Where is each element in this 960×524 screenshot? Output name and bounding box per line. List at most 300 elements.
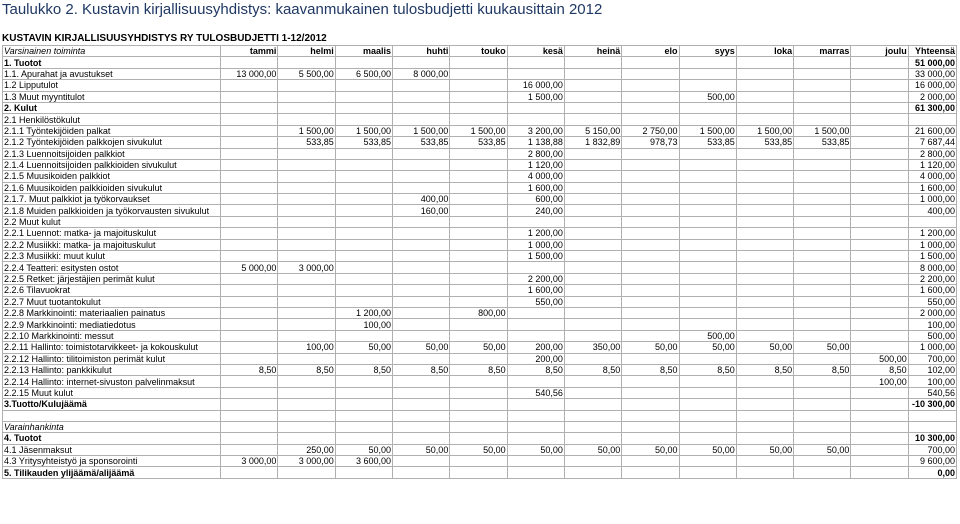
table-row xyxy=(3,456,957,467)
row-label: 2.2.5 Retket: järjestäjien perimät kulut xyxy=(3,273,221,284)
table-cell xyxy=(794,296,851,307)
table-cell: 4 000,00 xyxy=(507,171,564,182)
table-cell: 240,00 xyxy=(507,205,564,216)
table-cell xyxy=(450,148,507,159)
table-cell xyxy=(794,456,851,467)
row-label: 2.2.13 Hallinto: pankkikulut xyxy=(3,364,221,375)
table-cell xyxy=(278,228,335,239)
table-cell xyxy=(679,456,736,467)
table-cell: 2 750,00 xyxy=(622,125,679,136)
table-cell xyxy=(736,102,793,113)
table-cell xyxy=(679,353,736,364)
row-label: 2.2 Muut kulut xyxy=(3,216,221,227)
row-label: 2.2.9 Markkinointi: mediatiedotus xyxy=(3,319,221,330)
table-cell xyxy=(221,342,278,353)
table-cell xyxy=(564,273,621,284)
table-cell: 50,00 xyxy=(507,444,564,455)
row-label: 1. Tuotot xyxy=(3,57,221,68)
table-cell: 1 200,00 xyxy=(908,228,956,239)
table-cell xyxy=(736,273,793,284)
table-cell: 1 120,00 xyxy=(908,159,956,170)
table-cell xyxy=(221,353,278,364)
table-cell xyxy=(851,467,908,478)
table-cell xyxy=(622,159,679,170)
table-cell xyxy=(794,273,851,284)
table-cell xyxy=(278,273,335,284)
table-cell xyxy=(450,330,507,341)
table-cell: 1 000,00 xyxy=(908,342,956,353)
table-cell xyxy=(794,262,851,273)
table-cell xyxy=(221,102,278,113)
table-row xyxy=(3,205,957,216)
table-cell xyxy=(794,421,851,432)
table-cell xyxy=(564,159,621,170)
table-cell xyxy=(278,114,335,125)
table-cell xyxy=(507,57,564,68)
table-cell xyxy=(851,137,908,148)
table-cell xyxy=(736,399,793,410)
table-cell xyxy=(393,182,450,193)
row-label: 2.1.3 Luennoitsijoiden palkkiot xyxy=(3,148,221,159)
row-label: 2.1 Henkilöstökulut xyxy=(3,114,221,125)
table-cell: 550,00 xyxy=(908,296,956,307)
table-cell xyxy=(335,57,392,68)
table-cell: 1 600,00 xyxy=(507,285,564,296)
table-cell xyxy=(622,68,679,79)
table-cell: 100,00 xyxy=(908,376,956,387)
table-cell xyxy=(622,410,679,421)
table-cell xyxy=(564,239,621,250)
table-cell: 3 200,00 xyxy=(507,125,564,136)
table-cell: 8,50 xyxy=(851,364,908,375)
table-cell xyxy=(851,296,908,307)
table-cell xyxy=(622,102,679,113)
table-cell xyxy=(393,376,450,387)
table-cell xyxy=(221,148,278,159)
table-cell: 400,00 xyxy=(393,194,450,205)
table-cell xyxy=(507,262,564,273)
table-cell xyxy=(736,228,793,239)
table-cell xyxy=(335,159,392,170)
table-cell xyxy=(221,216,278,227)
table-cell xyxy=(221,285,278,296)
table-cell: 400,00 xyxy=(908,205,956,216)
table-cell xyxy=(794,251,851,262)
table-cell: 1 500,00 xyxy=(393,125,450,136)
table-cell xyxy=(622,194,679,205)
table-cell xyxy=(736,319,793,330)
table-cell xyxy=(794,228,851,239)
table-cell xyxy=(335,433,392,444)
table-cell: -10 300,00 xyxy=(908,399,956,410)
table-cell xyxy=(335,148,392,159)
table-cell: 1 832,89 xyxy=(564,137,621,148)
table-cell xyxy=(278,410,335,421)
table-cell xyxy=(221,137,278,148)
table-cell xyxy=(622,399,679,410)
table-cell xyxy=(851,205,908,216)
table-cell xyxy=(278,159,335,170)
table-cell: 500,00 xyxy=(679,91,736,102)
table-cell xyxy=(450,410,507,421)
table-cell xyxy=(278,80,335,91)
table-cell: 8,50 xyxy=(278,364,335,375)
table-row xyxy=(3,125,957,136)
table-cell xyxy=(335,182,392,193)
table-cell xyxy=(794,319,851,330)
table-cell xyxy=(221,251,278,262)
table-cell xyxy=(393,148,450,159)
table-cell xyxy=(794,387,851,398)
table-cell xyxy=(278,57,335,68)
table-cell xyxy=(851,182,908,193)
table-cell xyxy=(450,194,507,205)
table-cell xyxy=(393,285,450,296)
table-cell xyxy=(622,216,679,227)
table-cell: 1 600,00 xyxy=(507,182,564,193)
table-cell xyxy=(450,228,507,239)
table-cell xyxy=(736,307,793,318)
table-cell xyxy=(221,307,278,318)
row-label: 2.2.14 Hallinto: internet-sivuston palvelinmaksut xyxy=(3,376,221,387)
table-cell xyxy=(851,319,908,330)
row-label: 4.3 Yritysyhteistyö ja sponsorointi xyxy=(3,456,221,467)
table-cell xyxy=(507,421,564,432)
table-cell xyxy=(736,387,793,398)
table-cell: 100,00 xyxy=(278,342,335,353)
table-cell xyxy=(736,171,793,182)
table-cell xyxy=(851,330,908,341)
table-cell xyxy=(335,353,392,364)
table-row xyxy=(3,228,957,239)
table-cell: 160,00 xyxy=(393,205,450,216)
table-cell: 102,00 xyxy=(908,364,956,375)
table-cell xyxy=(851,456,908,467)
table-cell xyxy=(564,251,621,262)
table-cell: 2 800,00 xyxy=(908,148,956,159)
table-cell: 1 500,00 xyxy=(278,125,335,136)
table-cell xyxy=(507,102,564,113)
table-cell xyxy=(564,307,621,318)
table-cell xyxy=(450,205,507,216)
table-cell xyxy=(736,262,793,273)
table-cell xyxy=(794,57,851,68)
table-cell: 2 200,00 xyxy=(507,273,564,284)
table-row xyxy=(3,68,957,79)
table-cell xyxy=(564,410,621,421)
table-cell xyxy=(794,376,851,387)
table-cell xyxy=(393,91,450,102)
table-cell: 8,50 xyxy=(794,364,851,375)
table-cell xyxy=(564,68,621,79)
table-cell xyxy=(564,421,621,432)
table-cell xyxy=(851,80,908,91)
column-header: syys xyxy=(679,46,736,57)
column-header: loka xyxy=(736,46,793,57)
table-cell xyxy=(679,421,736,432)
table-cell xyxy=(564,399,621,410)
table-cell: 51 000,00 xyxy=(908,57,956,68)
table-cell xyxy=(622,182,679,193)
table-cell: 1 000,00 xyxy=(908,239,956,250)
table-cell xyxy=(335,330,392,341)
table-cell xyxy=(679,228,736,239)
table-cell: 350,00 xyxy=(564,342,621,353)
table-cell xyxy=(622,330,679,341)
table-cell: 200,00 xyxy=(507,353,564,364)
table-row xyxy=(3,159,957,170)
table-cell: 250,00 xyxy=(278,444,335,455)
table-cell xyxy=(736,159,793,170)
table-cell xyxy=(278,467,335,478)
column-header: maalis xyxy=(335,46,392,57)
table-cell: 533,85 xyxy=(794,137,851,148)
table-cell xyxy=(335,216,392,227)
table-cell: 2 000,00 xyxy=(908,307,956,318)
table-cell xyxy=(564,91,621,102)
table-cell: 1 500,00 xyxy=(335,125,392,136)
table-cell: 100,00 xyxy=(335,319,392,330)
table-cell: 1 500,00 xyxy=(507,251,564,262)
table-cell xyxy=(794,194,851,205)
table-cell: 6 500,00 xyxy=(335,68,392,79)
table-cell xyxy=(278,251,335,262)
table-cell xyxy=(450,467,507,478)
table-row xyxy=(3,353,957,364)
table-cell: 1 500,00 xyxy=(679,125,736,136)
table-cell xyxy=(564,456,621,467)
table-cell xyxy=(794,433,851,444)
table-cell xyxy=(794,307,851,318)
table-cell xyxy=(736,376,793,387)
table-cell xyxy=(278,148,335,159)
table-cell xyxy=(851,285,908,296)
table-row xyxy=(3,444,957,455)
table-cell xyxy=(450,114,507,125)
table-cell: 8 000,00 xyxy=(393,68,450,79)
budget-table xyxy=(2,45,957,479)
table-cell: 50,00 xyxy=(335,444,392,455)
table-cell: 533,85 xyxy=(335,137,392,148)
table-cell xyxy=(564,205,621,216)
table-row xyxy=(3,114,957,125)
table-row xyxy=(3,342,957,353)
table-cell xyxy=(679,307,736,318)
table-cell xyxy=(221,433,278,444)
table-cell xyxy=(393,433,450,444)
table-cell xyxy=(507,319,564,330)
table-cell xyxy=(564,114,621,125)
table-cell xyxy=(736,205,793,216)
table-row xyxy=(3,273,957,284)
table-cell xyxy=(450,251,507,262)
table-cell xyxy=(450,285,507,296)
table-cell: 3 000,00 xyxy=(278,262,335,273)
table-row xyxy=(3,182,957,193)
table-cell xyxy=(564,194,621,205)
table-cell xyxy=(851,307,908,318)
table-cell xyxy=(221,80,278,91)
table-cell xyxy=(450,262,507,273)
table-cell xyxy=(679,410,736,421)
row-label: 2. Kulut xyxy=(3,102,221,113)
table-cell xyxy=(736,57,793,68)
table-cell xyxy=(335,387,392,398)
table-cell xyxy=(393,307,450,318)
table-cell xyxy=(736,148,793,159)
table-cell xyxy=(794,216,851,227)
table-cell xyxy=(221,228,278,239)
table-cell xyxy=(679,114,736,125)
table-row xyxy=(3,319,957,330)
table-cell: 4 000,00 xyxy=(908,171,956,182)
table-cell xyxy=(622,433,679,444)
table-cell xyxy=(736,114,793,125)
table-cell xyxy=(851,171,908,182)
table-cell xyxy=(622,251,679,262)
row-label: 4. Tuotot xyxy=(3,433,221,444)
table-cell: 61 300,00 xyxy=(908,102,956,113)
table-cell: 5 150,00 xyxy=(564,125,621,136)
table-cell xyxy=(736,410,793,421)
row-label: 2.2.12 Hallinto: tilitoimiston perimät kulut xyxy=(3,353,221,364)
table-cell xyxy=(679,205,736,216)
table-cell: 13 000,00 xyxy=(221,68,278,79)
table-cell xyxy=(221,387,278,398)
row-label: 4.1 Jäsenmaksut xyxy=(3,444,221,455)
table-cell xyxy=(851,251,908,262)
table-cell xyxy=(335,194,392,205)
table-cell: 50,00 xyxy=(393,342,450,353)
column-header: touko xyxy=(450,46,507,57)
table-row xyxy=(3,91,957,102)
table-cell xyxy=(393,330,450,341)
table-cell xyxy=(679,171,736,182)
table-cell: 1 500,00 xyxy=(908,251,956,262)
table-cell: 1 000,00 xyxy=(908,194,956,205)
table-cell: 1 500,00 xyxy=(794,125,851,136)
table-cell: 1 500,00 xyxy=(736,125,793,136)
table-cell xyxy=(278,296,335,307)
table-cell xyxy=(679,57,736,68)
table-cell xyxy=(450,353,507,364)
table-cell: 1 138,88 xyxy=(507,137,564,148)
table-cell xyxy=(794,239,851,250)
table-cell xyxy=(450,91,507,102)
table-cell xyxy=(450,171,507,182)
table-cell xyxy=(221,114,278,125)
table-cell xyxy=(278,182,335,193)
table-cell xyxy=(851,433,908,444)
table-cell xyxy=(679,296,736,307)
table-cell: 2 800,00 xyxy=(507,148,564,159)
table-cell xyxy=(507,410,564,421)
table-cell xyxy=(393,399,450,410)
table-cell xyxy=(221,319,278,330)
table-cell xyxy=(507,376,564,387)
table-cell xyxy=(622,421,679,432)
table-row xyxy=(3,467,957,478)
table-cell xyxy=(278,353,335,364)
table-row xyxy=(3,364,957,375)
table-cell xyxy=(794,91,851,102)
table-cell xyxy=(794,182,851,193)
table-cell xyxy=(335,228,392,239)
table-cell xyxy=(622,285,679,296)
table-cell xyxy=(278,307,335,318)
table-cell: 7 687,44 xyxy=(908,137,956,148)
table-cell xyxy=(393,262,450,273)
table-cell xyxy=(393,228,450,239)
row-label: 2.2.10 Markkinointi: messut xyxy=(3,330,221,341)
column-header: Yhteensä xyxy=(908,46,956,57)
table-cell xyxy=(851,125,908,136)
table-cell xyxy=(564,57,621,68)
table-cell xyxy=(736,80,793,91)
table-row xyxy=(3,307,957,318)
table-cell xyxy=(564,262,621,273)
row-label: 2.1.5 Muusikoiden palkkiot xyxy=(3,171,221,182)
table-cell xyxy=(393,114,450,125)
table-cell xyxy=(507,456,564,467)
table-cell xyxy=(851,194,908,205)
row-label: 2.2.8 Markkinointi: materiaalien painatus xyxy=(3,307,221,318)
table-cell: 33 000,00 xyxy=(908,68,956,79)
column-header: joulu xyxy=(851,46,908,57)
table-cell xyxy=(393,216,450,227)
table-row xyxy=(3,216,957,227)
table-cell: 16 000,00 xyxy=(507,80,564,91)
table-cell xyxy=(450,159,507,170)
table-cell xyxy=(851,228,908,239)
table-cell xyxy=(564,216,621,227)
table-cell xyxy=(622,376,679,387)
table-cell xyxy=(679,194,736,205)
table-cell: 100,00 xyxy=(908,319,956,330)
table-cell xyxy=(679,251,736,262)
table-cell xyxy=(393,456,450,467)
column-header: marras xyxy=(794,46,851,57)
table-cell xyxy=(622,91,679,102)
table-cell xyxy=(564,102,621,113)
table-cell xyxy=(679,433,736,444)
table-cell xyxy=(393,239,450,250)
table-row xyxy=(3,137,957,148)
table-cell xyxy=(736,456,793,467)
table-cell: 533,85 xyxy=(278,137,335,148)
table-cell: 50,00 xyxy=(679,444,736,455)
table-cell xyxy=(679,273,736,284)
table-cell: 700,00 xyxy=(908,353,956,364)
table-cell xyxy=(679,399,736,410)
table-cell xyxy=(278,171,335,182)
table-cell xyxy=(221,194,278,205)
table-cell: 8,50 xyxy=(450,364,507,375)
table-cell xyxy=(450,399,507,410)
table-cell: 50,00 xyxy=(335,342,392,353)
table-cell: 1 120,00 xyxy=(507,159,564,170)
table-cell xyxy=(851,68,908,79)
table-cell: 533,85 xyxy=(393,137,450,148)
table-cell xyxy=(622,171,679,182)
table-cell: 8,50 xyxy=(335,364,392,375)
table-cell xyxy=(679,216,736,227)
table-cell xyxy=(450,376,507,387)
table-cell: 21 600,00 xyxy=(908,125,956,136)
table-cell xyxy=(221,376,278,387)
table-cell: 1 600,00 xyxy=(908,285,956,296)
table-cell xyxy=(736,194,793,205)
